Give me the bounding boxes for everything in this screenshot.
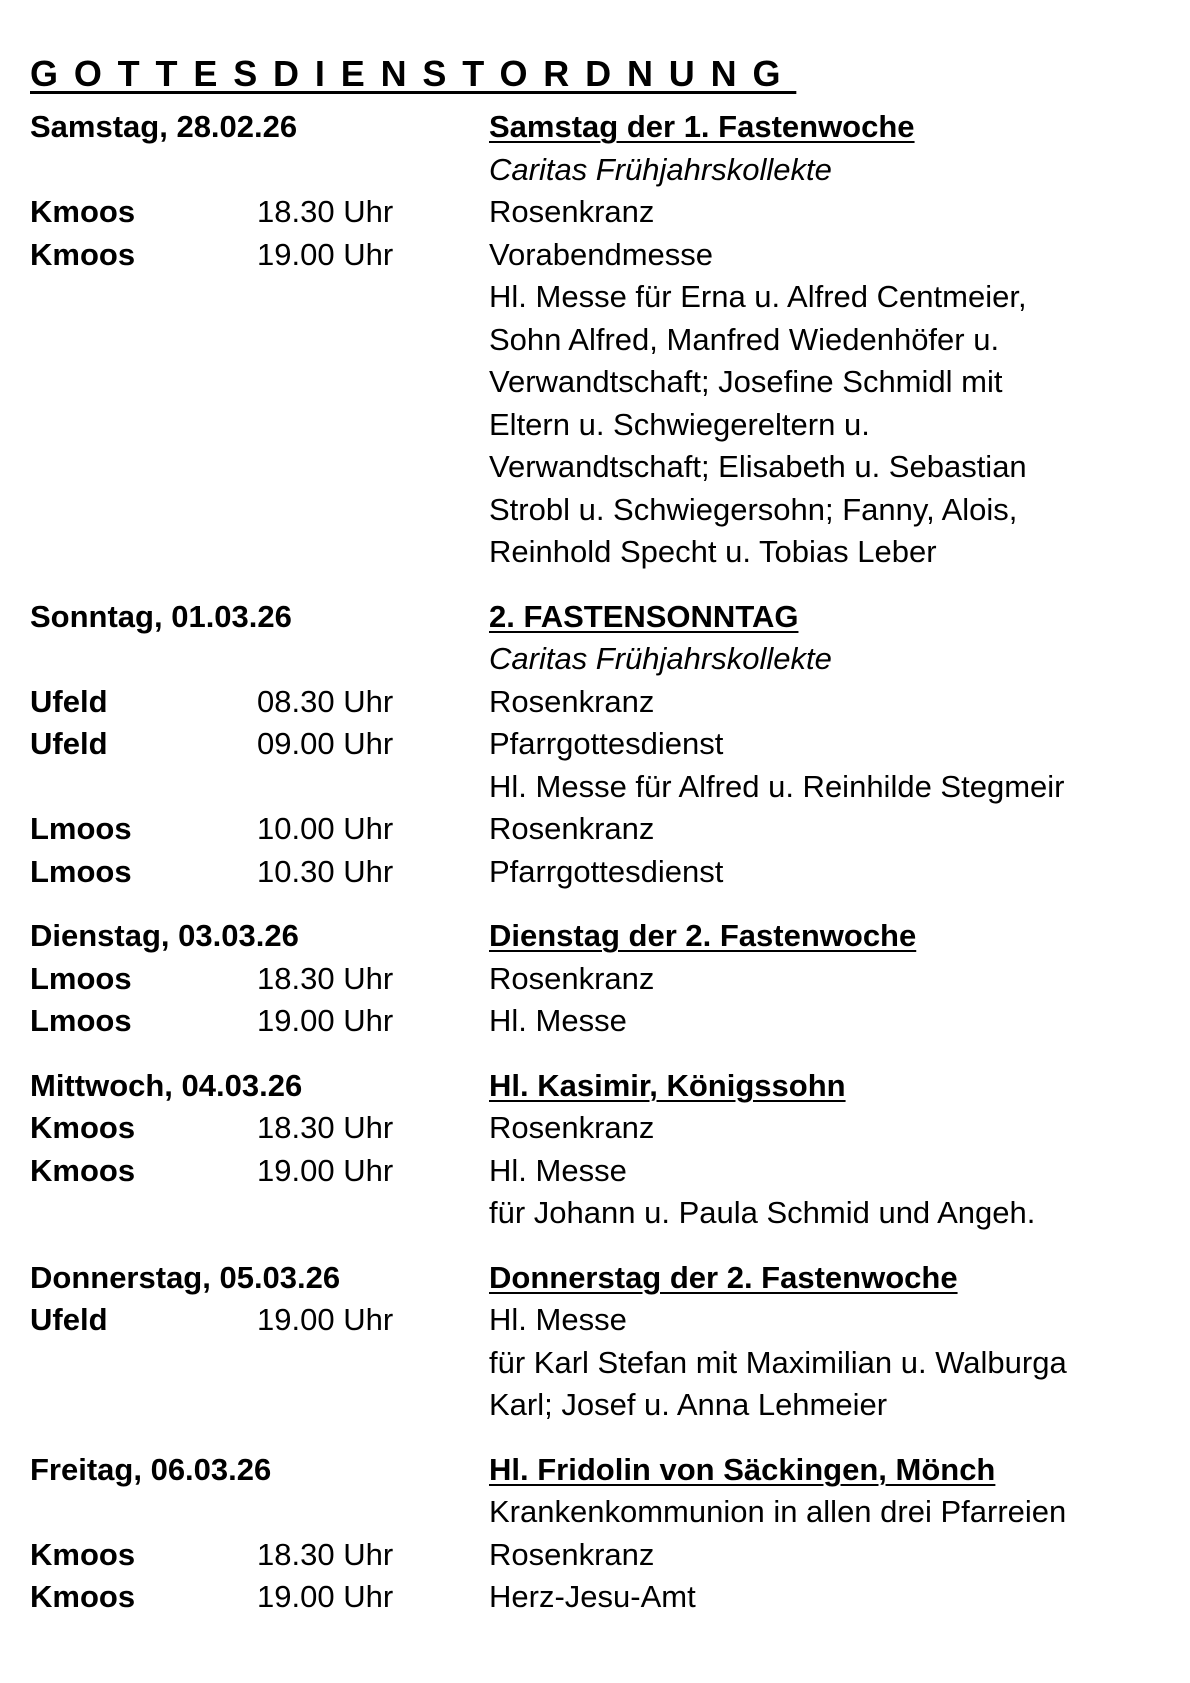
entry-place: Ufeld bbox=[30, 1302, 108, 1337]
intention-text: für Karl Stefan mit Maximilian u. Walburga bbox=[489, 1344, 1067, 1380]
intention-line bbox=[30, 766, 1170, 809]
entry-time: 18.30 Uhr bbox=[257, 1536, 394, 1572]
intention-line bbox=[30, 446, 1170, 489]
entry-place: Kmoos bbox=[30, 1152, 136, 1188]
day-date: Donnerstag, 05.03.26 bbox=[30, 1259, 341, 1295]
entry-place: Ufeld bbox=[30, 726, 108, 761]
day-heading: Hl. Fridolin von Säckingen, Mönch bbox=[489, 1451, 996, 1487]
entry-text: Rosenkranz bbox=[489, 1536, 655, 1572]
entry-time: 19.00 Uhr bbox=[257, 1302, 394, 1337]
service-entry bbox=[30, 958, 1170, 1001]
intention-line bbox=[30, 1384, 1170, 1427]
entry-place: Lmoos bbox=[30, 1003, 132, 1038]
day-block-donnerstag bbox=[30, 1257, 1170, 1427]
day-date: Sonntag, 01.03.26 bbox=[30, 598, 292, 634]
entry-time: 19.00 Uhr bbox=[257, 1152, 394, 1188]
day-note bbox=[30, 1491, 1170, 1534]
service-entry bbox=[30, 1299, 1170, 1342]
service-entry bbox=[30, 808, 1170, 851]
day-block-freitag bbox=[30, 1449, 1170, 1619]
entry-text: Rosenkranz bbox=[489, 1110, 655, 1145]
day-header bbox=[30, 1449, 1170, 1492]
entry-place: Kmoos bbox=[30, 1579, 136, 1614]
day-date: Mittwoch, 04.03.26 bbox=[30, 1067, 303, 1103]
entry-place: Kmoos bbox=[30, 1110, 136, 1145]
intention-line bbox=[30, 404, 1170, 447]
intention-line bbox=[30, 361, 1170, 404]
entry-place: Ufeld bbox=[30, 683, 108, 719]
intention-text: für Johann u. Paula Schmid und Angeh. bbox=[489, 1195, 1036, 1230]
entry-place: Lmoos bbox=[30, 811, 132, 846]
entry-text: Vorabendmesse bbox=[489, 236, 714, 272]
note-text: Caritas Frühjahrskollekte bbox=[489, 641, 832, 676]
intention-line bbox=[30, 1192, 1170, 1235]
entry-place: Kmoos bbox=[30, 236, 136, 272]
day-header bbox=[30, 1257, 1170, 1300]
service-entry bbox=[30, 1000, 1170, 1043]
entry-time: 19.00 Uhr bbox=[257, 236, 394, 272]
intention-text: Hl. Messe für Erna u. Alfred Centmeier, bbox=[489, 279, 1027, 314]
entry-place: Kmoos bbox=[30, 1536, 136, 1572]
day-heading: 2. FASTENSONNTAG bbox=[489, 598, 799, 634]
note-text: Krankenkommunion in allen drei Pfarreien bbox=[489, 1494, 1067, 1529]
entry-time: 10.00 Uhr bbox=[257, 811, 394, 846]
intention-text: Verwandtschaft; Elisabeth u. Sebastian bbox=[489, 449, 1027, 484]
document bbox=[30, 52, 1170, 1641]
service-entry bbox=[30, 1150, 1170, 1193]
day-header bbox=[30, 596, 1170, 639]
day-note bbox=[30, 149, 1170, 192]
note-text: Caritas Frühjahrskollekte bbox=[489, 151, 832, 187]
entry-time: 08.30 Uhr bbox=[257, 683, 394, 719]
intention-text: Karl; Josef u. Anna Lehmeier bbox=[489, 1387, 888, 1422]
day-block-samstag bbox=[30, 106, 1170, 574]
entry-text: Hl. Messe bbox=[489, 1152, 627, 1188]
entry-time: 18.30 Uhr bbox=[257, 960, 394, 996]
day-block-sonntag bbox=[30, 596, 1170, 894]
service-entry bbox=[30, 234, 1170, 277]
entry-time: 19.00 Uhr bbox=[257, 1579, 394, 1614]
day-header bbox=[30, 1065, 1170, 1108]
entry-text: Hl. Messe bbox=[489, 1003, 627, 1038]
service-entry bbox=[30, 681, 1170, 724]
day-header bbox=[30, 915, 1170, 958]
entry-text: Pfarrgottesdienst bbox=[489, 853, 724, 889]
intention-line bbox=[30, 276, 1170, 319]
service-entry bbox=[30, 851, 1170, 894]
service-entry bbox=[30, 1576, 1170, 1619]
intention-line bbox=[30, 489, 1170, 532]
entry-time: 19.00 Uhr bbox=[257, 1003, 394, 1038]
intention-text: Strobl u. Schwiegersohn; Fanny, Alois, bbox=[489, 491, 1018, 527]
entry-time: 18.30 Uhr bbox=[257, 194, 394, 229]
day-date: Dienstag, 03.03.26 bbox=[30, 918, 299, 953]
day-date: Freitag, 06.03.26 bbox=[30, 1451, 272, 1487]
page-title: GOTTESDIENSTORDNUNG bbox=[30, 53, 797, 94]
entry-place: Lmoos bbox=[30, 960, 132, 996]
intention-text: Hl. Messe für Alfred u. Reinhilde Stegmeir bbox=[489, 768, 1065, 804]
service-entry bbox=[30, 1534, 1170, 1577]
service-entry bbox=[30, 1107, 1170, 1150]
intention-line bbox=[30, 319, 1170, 362]
day-note bbox=[30, 638, 1170, 681]
day-heading: Dienstag der 2. Fastenwoche bbox=[489, 918, 917, 953]
day-header bbox=[30, 106, 1170, 149]
intention-line bbox=[30, 1342, 1170, 1385]
service-entry bbox=[30, 191, 1170, 234]
entry-text: Rosenkranz bbox=[489, 960, 655, 996]
entry-time: 18.30 Uhr bbox=[257, 1110, 394, 1145]
intention-text: Verwandtschaft; Josefine Schmidl mit bbox=[489, 364, 1003, 399]
entry-text: Rosenkranz bbox=[489, 811, 655, 846]
entry-text: Rosenkranz bbox=[489, 683, 655, 719]
day-block-mittwoch bbox=[30, 1065, 1170, 1235]
entry-place: Kmoos bbox=[30, 194, 136, 229]
entry-text: Hl. Messe bbox=[489, 1302, 627, 1337]
intention-text: Eltern u. Schwiegereltern u. bbox=[489, 406, 870, 442]
entry-text: Herz-Jesu-Amt bbox=[489, 1579, 696, 1614]
day-heading: Donnerstag der 2. Fastenwoche bbox=[489, 1259, 958, 1295]
intention-line bbox=[30, 531, 1170, 574]
entry-text: Pfarrgottesdienst bbox=[489, 726, 724, 761]
entry-place: Lmoos bbox=[30, 853, 132, 889]
entry-time: 10.30 Uhr bbox=[257, 853, 394, 889]
day-block-dienstag bbox=[30, 915, 1170, 1043]
day-heading: Hl. Kasimir, Königssohn bbox=[489, 1067, 846, 1103]
entry-time: 09.00 Uhr bbox=[257, 726, 394, 761]
day-date: Samstag, 28.02.26 bbox=[30, 109, 298, 144]
entry-text: Rosenkranz bbox=[489, 194, 655, 229]
service-entry bbox=[30, 723, 1170, 766]
day-heading: Samstag der 1. Fastenwoche bbox=[489, 109, 915, 144]
intention-text: Sohn Alfred, Manfred Wiedenhöfer u. bbox=[489, 321, 1000, 357]
intention-text: Reinhold Specht u. Tobias Leber bbox=[489, 534, 937, 569]
